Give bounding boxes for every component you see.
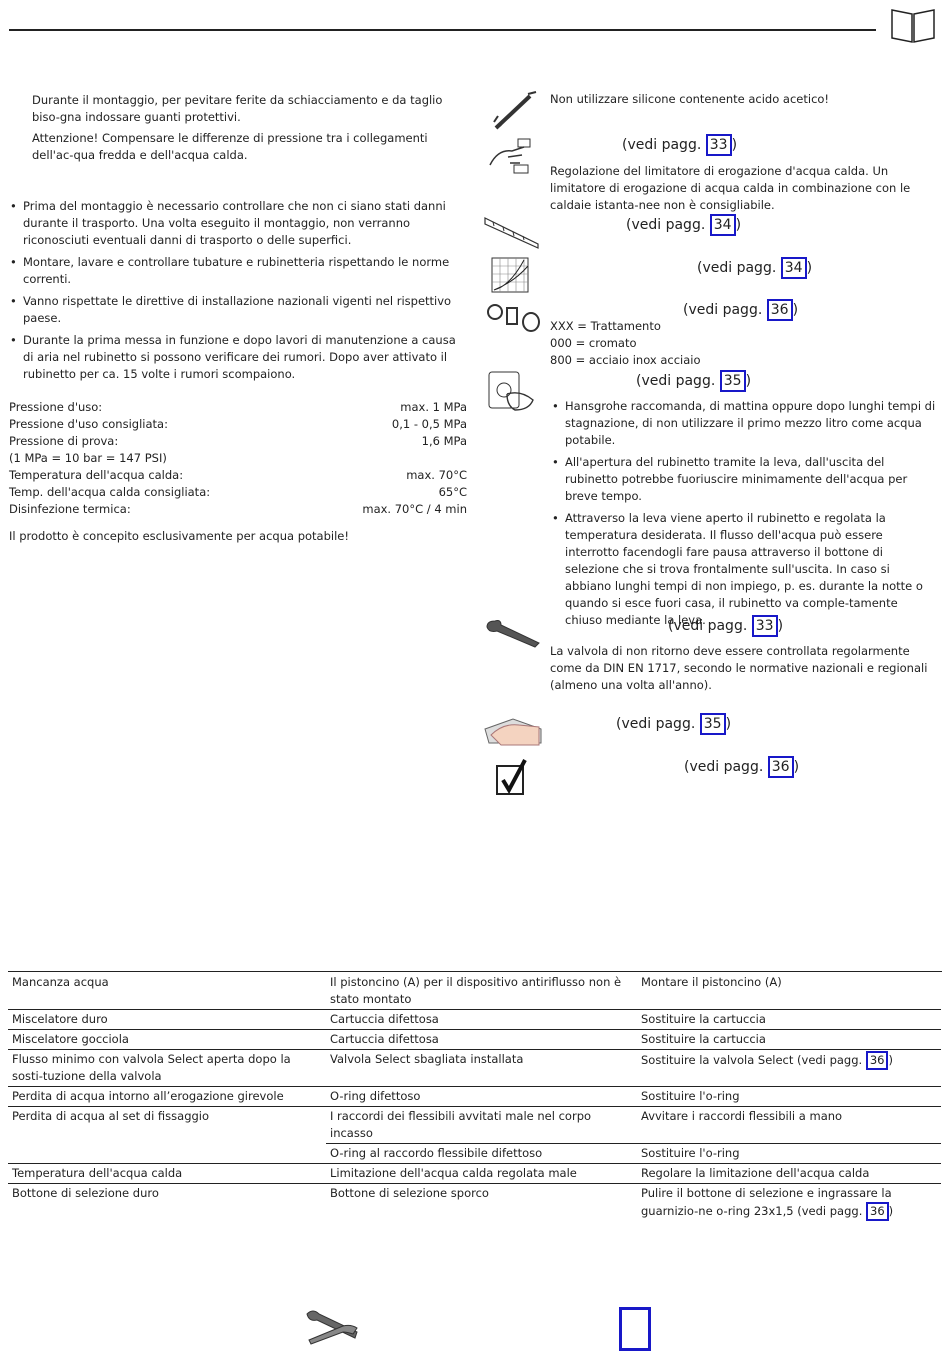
spec-value: max. 70°C [406, 468, 467, 482]
fix-cell: Regolare la limitazione dell'acqua calda [637, 1164, 941, 1184]
cause-cell: Bottone di selezione sporco [330, 1186, 489, 1200]
note-item: • Prima del montaggio è necessario controllare che non ci siano stati danni durante il trasporto. Una volta eseguito il montaggio, non verranno riconosciuti eventuali danni di trasporto o delle superfici. [9, 198, 464, 249]
page-ref: (vedi pagg. 35 ) [616, 713, 731, 735]
operation-notes [551, 398, 936, 634]
page-ref: (vedi pagg. 33 ) [668, 615, 783, 637]
page-ref-link[interactable]: 36 [866, 1051, 889, 1070]
spec-label: Pressione d'uso consigliata: [9, 417, 168, 431]
problem-cell: Bottone di selezione duro [12, 1186, 159, 1200]
page-ref-link[interactable]: 35 [720, 370, 746, 392]
table-row [8, 1184, 941, 1223]
page-number-box[interactable] [619, 1307, 651, 1351]
fix-cell: Sostituire la cartuccia [637, 1010, 941, 1030]
finish-code: XXX = Trattamento [550, 319, 661, 333]
spec-row [9, 484, 467, 501]
silicone-warning: Non utilizzare silicone contenente acido acetico! [550, 92, 830, 106]
finish-codes [550, 318, 701, 369]
valve-text: La valvola di non ritorno deve essere controllata regolarmente come da DIN EN 1717, secondo le normative nazionali e regionali (almeno una volta all'anno). [550, 644, 928, 692]
page-ref-link[interactable]: 36 [866, 1202, 889, 1221]
fix-cell: Montare il pistoncino (A) [637, 973, 941, 1010]
potable-note: Il prodotto è concepito esclusivamente per acqua potabile! [9, 529, 349, 543]
spec-value: 0,1 - 0,5 MPa [391, 417, 467, 431]
page-ref: (vedi pagg. 33 ) [622, 134, 737, 156]
note-item: • Vanno rispettate le direttive di installazione nazionali vigenti nel rispettivo paese. [9, 293, 464, 327]
cleaning-hand-icon [483, 713, 543, 749]
problem-cell: Miscelatore duro [8, 1010, 326, 1030]
spec-value: 1,6 MPa [421, 434, 467, 448]
spec-value: 65°C [438, 485, 467, 499]
table-row [8, 1010, 941, 1030]
limiter-text: Regolazione del limitatore di erogazione d'acqua calda. Un limitatore di erogazione di acqua calda in combinazione con le caldaie istanta-nee non è consigliabile. [550, 164, 911, 212]
tools-icon [303, 1308, 361, 1346]
note-item: • Durante la prima messa in funzione e dopo lavori di manutenzione a causa di aria nel rubinetto si possono verificare dei rumori. Dopo aver attivato il rubinetto per ca. 15 volte i rumori scompaiono. [9, 332, 464, 383]
fix-cell: Sostituire l'o-ring [637, 1087, 941, 1107]
page-ref-link[interactable]: 34 [781, 257, 807, 279]
operation-item: • All'apertura del rubinetto tramite la leva, dall'uscita del rubinetto potrebbe fuoriuscire minimamente dell'acqua per breve tempo. [551, 454, 936, 505]
parts-icon [485, 300, 541, 334]
spec-row [9, 467, 467, 484]
troubleshooting-table [8, 973, 941, 1222]
spec-row [9, 399, 467, 416]
problem-cell: Perdita di acqua al set di fissaggio [12, 1109, 210, 1123]
problem-cell: Flusso minimo con valvola Select aperta dopo la sosti-tuzione della valvola [8, 1050, 326, 1087]
fix-cell: Sostituire la valvola Select (vedi pagg. 36 ) [637, 1050, 941, 1087]
pressure-chart-icon [490, 256, 530, 294]
hand-spray-icon [488, 135, 534, 175]
table-row [8, 973, 941, 1010]
safety-pressure: Attenzione! Compensare le differenze di pressione tra i collegamenti dell'ac-qua fredda e dell'acqua calda. [32, 131, 428, 162]
page-ref-link[interactable]: 36 [767, 299, 793, 321]
fix-cell: Avvitare i raccordi flessibili a mano [637, 1107, 941, 1144]
table-row [8, 1087, 941, 1107]
spec-row [9, 433, 467, 450]
problem-cell [8, 1144, 326, 1164]
safety-notes [32, 92, 454, 164]
checklist-icon [495, 758, 529, 796]
spec-row [9, 450, 467, 467]
technical-specs [9, 399, 467, 518]
spec-label: Temperatura dell'acqua calda: [9, 468, 184, 482]
page-ref: (vedi pagg. 34 ) [626, 214, 741, 236]
cause-cell: O-ring difettoso [326, 1087, 637, 1107]
fix-cell: Sostituire l'o-ring [637, 1144, 941, 1164]
cause-cell: Limitazione dell'acqua calda regolata male [326, 1164, 637, 1184]
cause-cell: Il pistoncino (A) per il dispositivo antiriflusso non è stato montato [326, 973, 637, 1010]
page-ref-link[interactable]: 33 [752, 615, 778, 637]
page-ref: (vedi pagg. 35 ) [636, 370, 751, 392]
open-book-icon [890, 8, 936, 44]
hand-operate-icon [487, 370, 537, 412]
wrench-icon [483, 615, 541, 651]
finish-code: 000 = cromato [550, 336, 637, 350]
spec-label: Pressione di prova: [9, 434, 119, 448]
ruler-icon [483, 214, 540, 250]
safety-gloves: Durante il montaggio, per pevitare ferite da schiacciamento e da taglio biso-gna indossare guanti protettivi. [32, 93, 443, 124]
cause-cell: Cartuccia difettosa [326, 1030, 637, 1050]
spec-label: Disinfezione termica: [9, 502, 131, 516]
spec-value: max. 70°C / 4 min [362, 502, 467, 516]
table-row [8, 1164, 941, 1184]
table-row [8, 1107, 941, 1144]
header-rule [9, 29, 876, 31]
page-ref-link[interactable]: 36 [768, 756, 794, 778]
problem-cell: Temperatura dell'acqua calda [8, 1164, 326, 1184]
silicone-gun-icon [490, 90, 538, 132]
note-item: • Montare, lavare e controllare tubature e rubinetteria rispettando le norme correnti. [9, 254, 464, 288]
page-ref-link[interactable]: 33 [706, 134, 732, 156]
table-rule [8, 971, 942, 972]
spec-row [9, 501, 467, 518]
table-row [8, 1050, 941, 1087]
table-row [8, 1030, 941, 1050]
problem-cell: Mancanza acqua [8, 973, 326, 1010]
page-ref-link[interactable]: 35 [700, 713, 726, 735]
page-ref: (vedi pagg. 36 ) [684, 756, 799, 778]
fix-cell: Sostituire la cartuccia [637, 1030, 941, 1050]
spec-label: Pressione d'uso: [9, 400, 103, 414]
spec-value: max. 1 MPa [400, 400, 467, 414]
spec-label: (1 MPa = 10 bar = 147 PSI) [9, 451, 167, 465]
operation-item: • Hansgrohe raccomanda, di mattina oppure dopo lunghi tempi di stagnazione, di non utilizzare il primo mezzo litro come acqua potabile. [551, 398, 936, 449]
cause-cell: O-ring al raccordo flessibile difettoso [326, 1144, 637, 1164]
problem-cell: Miscelatore gocciola [8, 1030, 326, 1050]
spec-label: Temp. dell'acqua calda consigliata: [9, 485, 211, 499]
problem-cell: Perdita di acqua intorno all’erogazione girevole [8, 1087, 326, 1107]
installation-notes [9, 198, 464, 388]
page-ref: (vedi pagg. 36 ) [683, 299, 798, 321]
spec-row [9, 416, 467, 433]
cause-cell: Cartuccia difettosa [326, 1010, 637, 1030]
cause-cell: Valvola Select sbagliata installata [326, 1050, 637, 1087]
page-ref-link[interactable]: 34 [710, 214, 736, 236]
page-ref: (vedi pagg. 34 ) [697, 257, 812, 279]
cause-cell: I raccordi dei flessibili avvitati male nel corpo incasso [326, 1107, 637, 1144]
fix-cell: Pulire il bottone di selezione e ingrassare la guarnizio-ne o-ring 23x1,5 (vedi pagg. 36 ) [637, 1184, 941, 1223]
finish-code: 800 = acciaio inox acciaio [550, 353, 701, 367]
table-row [8, 1144, 941, 1164]
operation-item: • Attraverso la leva viene aperto il rubinetto e regolata la temperatura desiderata. Il flusso dell'acqua può essere interrotto facendogli fare pausa attraverso il bottone di selezione che si trova frontalmente sull'uscita. In caso si abbiano lunghi tempi di non impiego, p. es. durante la notte o quando si esce fuori casa, il rubinetto va comple-tamente chiuso mediante la leva. [551, 510, 936, 629]
